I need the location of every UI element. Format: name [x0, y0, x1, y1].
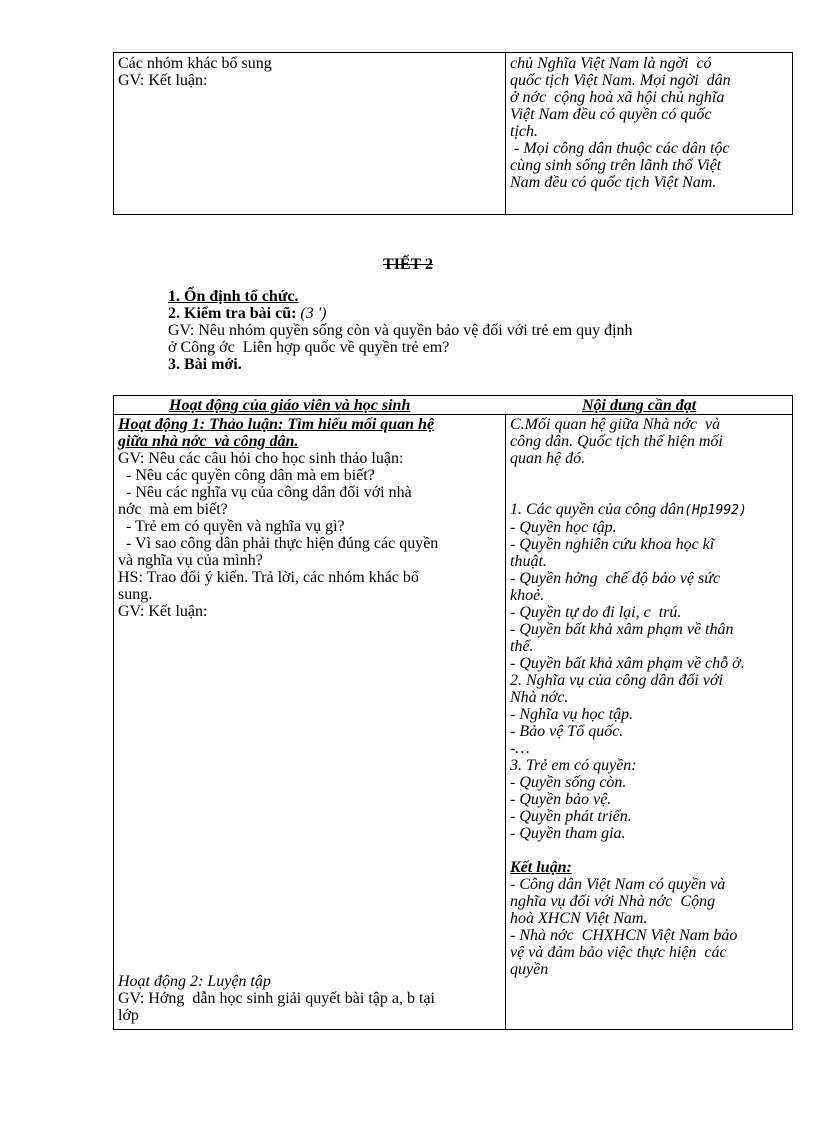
section-title: TIẾT 2 [383, 256, 433, 273]
text-line: - Quyền tự do đi lại, c trú. [510, 604, 682, 621]
text-line: quốc tịch Việt Nam. Mọi ngời dân [510, 72, 731, 89]
rights-title [510, 501, 788, 519]
text-line: 2. Nghĩa vụ của công dân đối với [510, 672, 723, 689]
text-line: - Quyền bảo vệ. [510, 791, 612, 808]
text-line: - Mọi công dân thuộc các dân tộc [510, 140, 730, 157]
intro-question: ở Công ớc Liên hợp quốc về quyền trẻ em? [168, 339, 450, 356]
activity-1-title: Hoạt động 1: Thảo luận: Tìm hiểu mối quan hệ [118, 416, 435, 433]
intro-item-2-time: (3 ') [296, 305, 327, 322]
text-line: sung. [118, 586, 153, 603]
text-line: quyền [510, 961, 549, 978]
spacer [510, 467, 788, 501]
text-line: GV: Kết luận: [118, 72, 208, 89]
text-line: GV: Nêu các câu hỏi cho học sinh thảo luận: [118, 450, 404, 467]
text-line: Nam đều có quốc tịch Việt Nam. [510, 174, 717, 191]
table-header [114, 396, 792, 415]
activity-2-title: Hoạt động 2: Luyện tập [118, 973, 271, 990]
intro-question: GV: Nêu nhóm quyền sống còn và quyền bảo vệ đối với trẻ em quy định [168, 322, 633, 339]
spacer [510, 842, 788, 859]
text-line: tịch. [510, 123, 538, 140]
text-line: GV: Kết luận: [118, 603, 208, 620]
lesson-intro [168, 288, 768, 373]
text-line: Các nhóm khác bổ sung [118, 55, 272, 72]
text-line: 3. Trẻ em có quyền: [510, 757, 637, 774]
text-line: GV: Hớng dẫn học sinh giải quyết bài tập a, b tại [118, 990, 435, 1007]
continuation-left-cell [114, 53, 506, 214]
text-line: - Nêu các quyền công dân mà em biết? [118, 467, 375, 484]
text-line: và nghĩa vụ của mình? [118, 552, 263, 569]
text-line: - Bảo vệ Tổ quốc. [510, 723, 624, 740]
activity-1-title: giữa nhà nớc và công dân. [118, 433, 299, 450]
text-line: thể. [510, 638, 534, 655]
header-right: Nội dung cần đạt [582, 397, 697, 414]
text-line: - Công dân Việt Nam có quyền và [510, 876, 726, 893]
text-line: -… [510, 740, 530, 757]
text-line: nghĩa vụ đối với Nhà nớc Cộng [510, 893, 716, 910]
continuation-table [113, 52, 793, 215]
text-line: C.Mối quan hệ giữa Nhà nớc và [510, 416, 721, 433]
text-line: khoẻ. [510, 587, 545, 604]
teacher-student-cell [114, 414, 506, 1029]
text-line: - Quyền học tập. [510, 519, 617, 536]
text-line: lớp [118, 1007, 139, 1024]
text-line: - Quyền sống còn. [510, 774, 627, 791]
text-line: - Quyền hởng chế độ bảo vệ sức [510, 570, 721, 587]
text-line: HS: Trao đổi ý kiến. Trả lời, các nhóm khác bổ [118, 569, 419, 586]
conclusion-title: Kết luận: [510, 859, 572, 876]
text-line: Việt Nam đều có quyền có quốc [510, 106, 712, 123]
text-line: - Quyền nghiên cứu khoa học kĩ [510, 536, 715, 553]
text-line: cùng sinh sống trên lãnh thổ Việt [510, 157, 722, 174]
constitution-ref: (Hp1992) [684, 503, 747, 518]
text-line: - Quyền bất khả xâm phạm về thân [510, 621, 734, 638]
text-line: Nhà nớc. [510, 689, 569, 706]
text-line: thuật. [510, 553, 547, 570]
activity-2 [118, 973, 501, 1024]
text-line: quan hệ đó. [510, 450, 586, 467]
text-line: - Vì sao công dân phải thực hiện đúng các quyền [118, 535, 439, 552]
text-line: công dân. Quốc tịch thể hiện mối [510, 433, 723, 450]
intro-item-1: 1. Ổn định tổ chức. [168, 288, 299, 305]
intro-item-2-label: 2. Kiểm tra bài cũ: [168, 305, 297, 322]
rights-title-text: 1. Các quyền của công dân [510, 501, 685, 518]
text-line: - Nghĩa vụ học tập. [510, 706, 634, 723]
text-line: - Trẻ em có quyền và nghĩa vụ gì? [118, 518, 345, 535]
text-line: ở nớc cộng hoà xã hội chủ nghĩa [510, 89, 725, 106]
text-line: - Quyền tham gia. [510, 825, 626, 842]
text-line: nớc mà em biết? [118, 501, 228, 518]
lesson-table [113, 395, 793, 1030]
intro-item-3: 3. Bài mới. [168, 356, 242, 373]
text-line: chủ Nghĩa Việt Nam là ngời có [510, 55, 712, 72]
text-line: hoà XHCN Việt Nam. [510, 910, 648, 927]
intro-item-2 [168, 305, 768, 322]
content-cell [506, 414, 792, 1029]
text-line: - Quyền phát triển. [510, 808, 632, 825]
text-line: vệ và đảm bảo việc thực hiện các [510, 944, 727, 961]
text-line: - Quyền bất khả xâm phạm về chỗ ở. [510, 655, 745, 672]
continuation-right-cell [506, 53, 792, 214]
text-line: - Nêu các nghĩa vụ của công dân đối với nhà [118, 484, 412, 501]
text-line: - Nhà nớc CHXHCN Việt Nam bảo [510, 927, 738, 944]
header-left: Hoạt động của giáo viên và học sinh [169, 397, 411, 414]
